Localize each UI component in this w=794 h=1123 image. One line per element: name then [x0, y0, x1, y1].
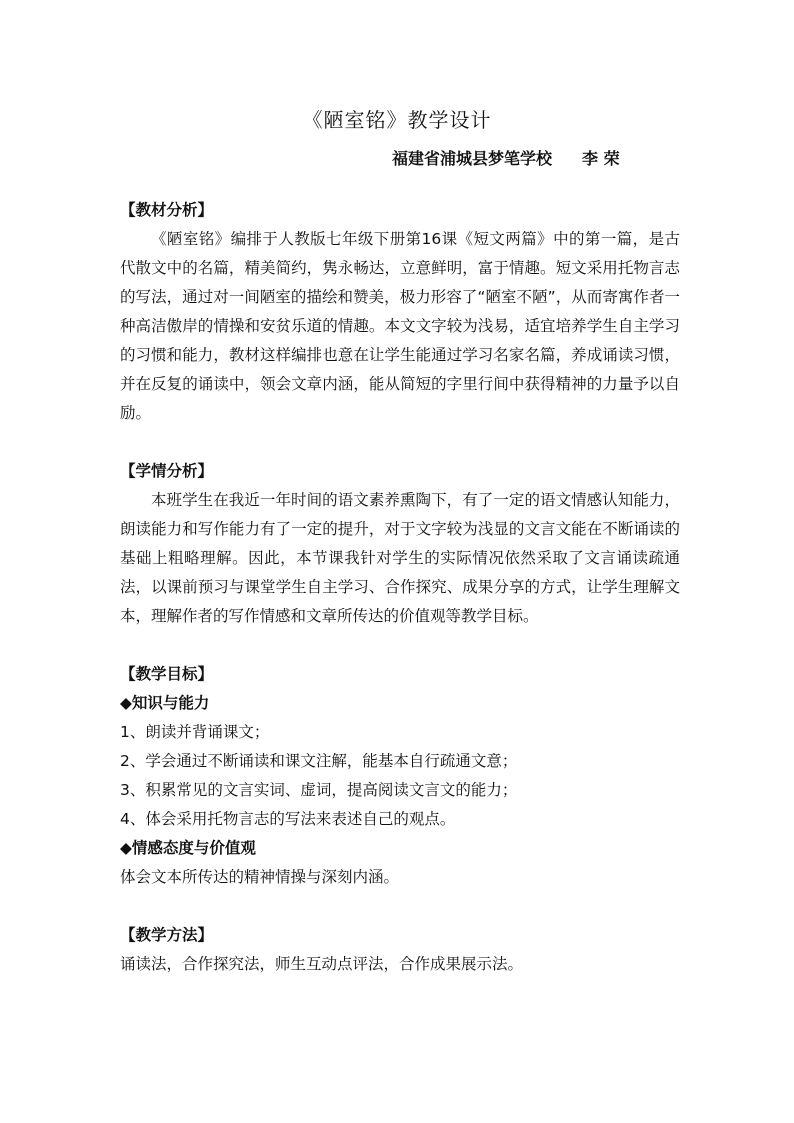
section-heading-methods: 【教学方法】	[120, 926, 214, 944]
author-byline	[392, 146, 620, 169]
material-analysis-paragraph: 《陋室铭》编排于人教版七年级下册第16课《短文两篇》中的第一篇，是古代散文中的名篇，精美简约，隽永畅达，立意鲜明，富于情趣。短文采用托物言志的写法，通过对一间陋室的描绘和赞美，极力形容了“陋室不陋”，从而寄寓作者一种高洁傲岸的情操和安贫乐道的情趣。本文文字较为浅易，适宜培养学生自主学习的习惯和能力，教材这样编排也意在让学生能通过学习名家名篇，养成诵读习惯，并在反复的诵读中，领会文章内涵，能从简短的字里行间中获得精神的力量予以自励。	[120, 230, 680, 422]
emotion-values-text: 体会文本所传达的精神情操与深刻内涵。	[120, 868, 400, 886]
goal-item: 2、学会通过不断诵读和课文注解，能基本自行疏通文意；	[120, 752, 518, 770]
goal-item: 1、朗读并背诵课文；	[120, 723, 270, 741]
teaching-methods-text: 诵读法，合作探究法，师生互动点评法，合作成果展示法。	[120, 955, 524, 973]
school-name: 福建省浦城县梦笔学校	[392, 149, 553, 168]
section-heading-material: 【教材分析】	[120, 201, 214, 219]
section-heading-students: 【学情分析】	[120, 462, 214, 480]
goal-item: 3、积累常见的文言实词、虚词，提高阅读文言文的能力；	[120, 781, 518, 799]
author-name: 李 荣	[582, 149, 620, 168]
section-heading-goals: 【教学目标】	[120, 665, 214, 683]
emotion-values-heading: ◆情感态度与价值观	[120, 839, 256, 857]
document-title: 《陋室铭》教学设计	[302, 108, 492, 132]
document-body	[120, 196, 680, 979]
knowledge-ability-heading: ◆知识与能力	[120, 694, 210, 712]
student-analysis-paragraph: 本班学生在我近一年时间的语文素养熏陶下，有了一定的语文情感认知能力，朗读能力和写作能力有了一定的提升，对于文字较为浅显的文言文能在不断诵读的基础上粗略理解。因此，本节课我针对学生的实际情况依然采取了文言诵读疏通法，以课前预习与课堂学生自主学习、合作探究、成果分享的方式，让学生理解文本，理解作者的写作情感和文章所传达的价值观等教学目标。	[120, 491, 680, 625]
goal-item: 4、体会采用托物言志的写法来表述自己的观点。	[120, 810, 456, 828]
